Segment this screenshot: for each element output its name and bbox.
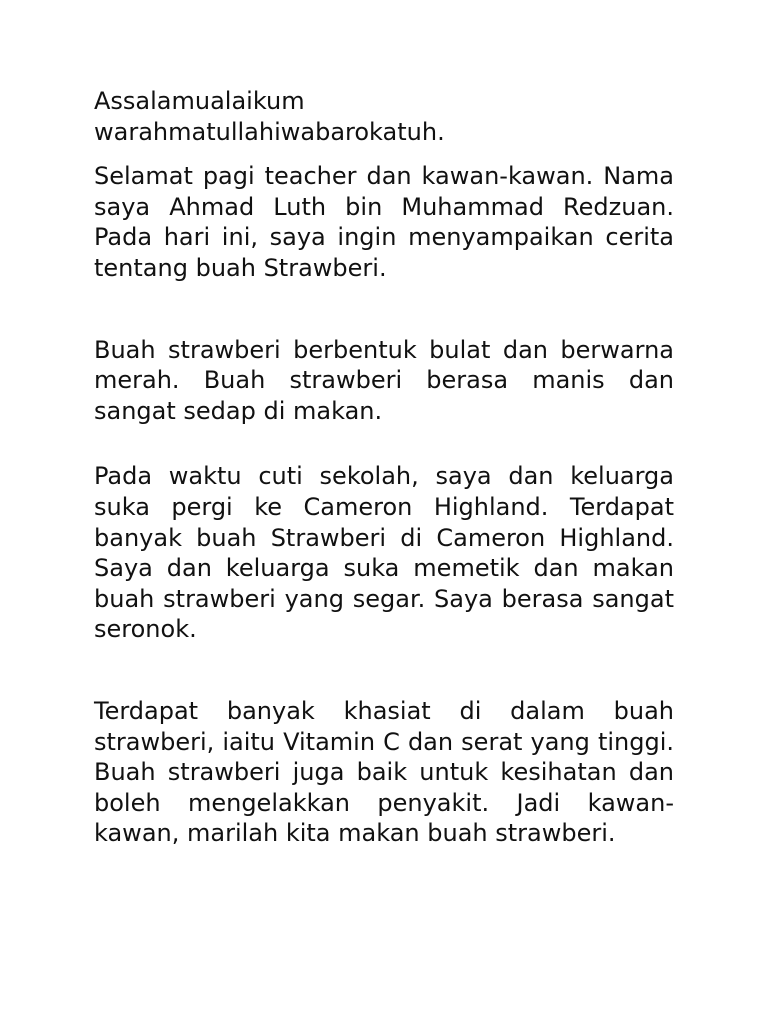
greeting-line-2: warahmatullahiwabarokatuh.: [94, 117, 445, 146]
holiday-paragraph: Pada waktu cuti sekolah, saya dan keluarga suka pergi ke Cameron Highland. Terdapat banyak buah Strawberi di Cameron Highland. Saya dan keluarga suka memetik dan makan buah strawberi yang segar. Saya berasa sangat seronok.: [94, 462, 674, 644]
description-paragraph: Buah strawberi berbentuk bulat dan berwarna merah. Buah strawberi berasa manis dan sangat sedap di makan.: [94, 335, 674, 425]
greeting-line-1: Assalamualaikum: [94, 87, 305, 115]
benefits-paragraph: Terdapat banyak khasiat di dalam buah strawberi, iaitu Vitamin C dan serat yang tinggi. Buah strawberi juga baik untuk kesihatan dan boleh mengelakkan penyakit. Jadi kawan-kawan, marilah kita makan buah strawberi.: [94, 696, 674, 848]
document-page: [94, 86, 674, 849]
greeting-paragraph: [94, 86, 674, 147]
intro-paragraph: Selamat pagi teacher dan kawan-kawan. Nama saya Ahmad Luth bin Muhammad Redzuan. Pada hari ini, saya ingin menyampaikan cerita tentang buah Strawberi.: [94, 162, 674, 282]
